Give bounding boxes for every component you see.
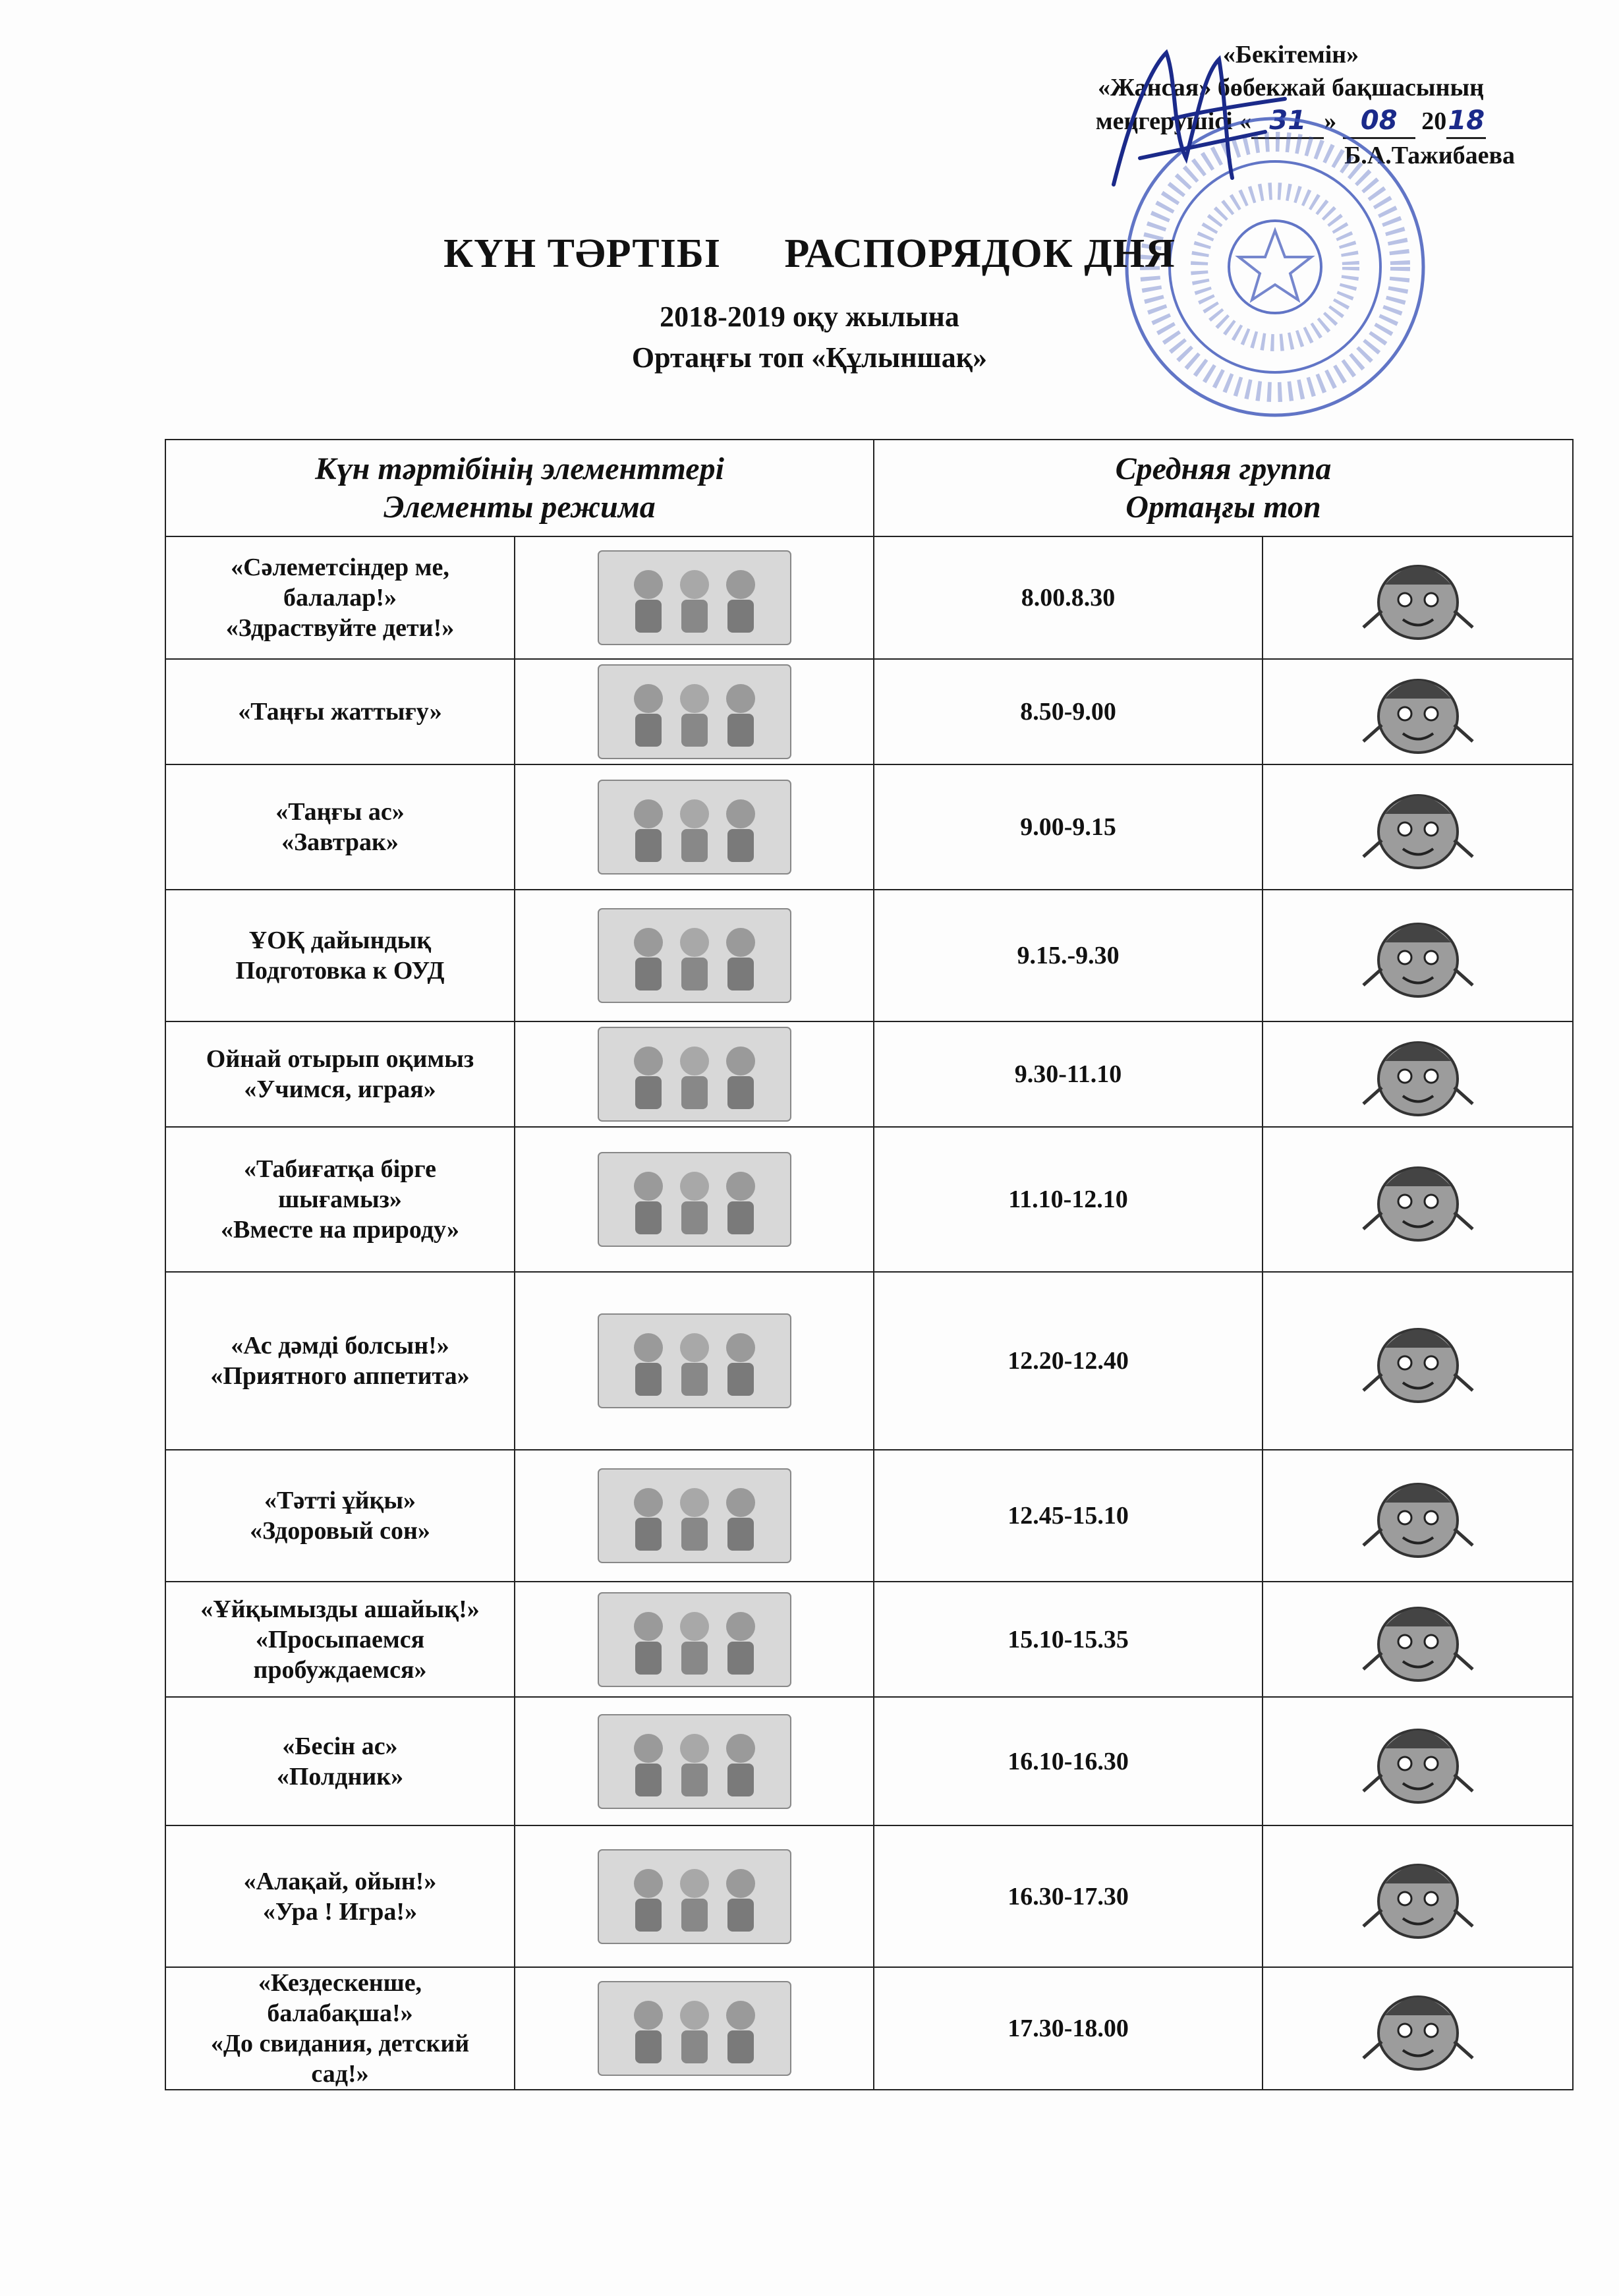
mascot-cell [1263,659,1573,764]
kolobok-sleeping-icon [1355,1466,1481,1565]
illustration-cell [515,1450,874,1582]
playground-icon [596,1150,793,1249]
element-name-line: ҰОҚ дайындық [248,927,432,954]
mascot-cell [1263,764,1573,890]
alarm-clock-icon [1355,548,1481,647]
kolobok-waking-icon [1355,1590,1481,1689]
element-name-line: «Таңғы жаттығу» [238,698,442,726]
element-name-line: «Здраствуйте дети!» [225,614,455,642]
header-group-ru: Средняя группа [1115,451,1332,486]
children-eating-icon [596,1311,793,1410]
approval-prefix: меңгерушісі « [1095,107,1252,135]
mascot-cell [1263,536,1573,659]
element-name-cell [165,764,515,890]
illustration-cell [515,1967,874,2090]
children-playing-icon [596,1847,793,1946]
approval-line-1: «Бекітемін» [1222,41,1359,69]
approval-year-suffix: 18 [1446,104,1486,139]
approval-name: Б.А.Тажибаева [1344,142,1515,169]
time-cell: 12.45-15.10 [874,1450,1263,1582]
illustration-cell [515,1021,874,1127]
approval-mid: » [1324,107,1337,135]
mascot-cell [1263,1127,1573,1272]
table-row [165,659,1573,764]
children-at-desk-with-clock-icon [596,548,793,647]
mascot-cell [1263,1825,1573,1967]
page-subtitle [0,297,1619,378]
element-name-line: «Здоровый сон» [250,1517,430,1545]
children-at-breakfast-icon [596,778,793,876]
table-row [165,764,1573,890]
page-title [0,231,1619,277]
group-name: Ортаңғы топ «Құлыншақ» [631,341,988,374]
approval-day: 31 [1251,104,1324,139]
children-snack-icon [596,1712,793,1811]
element-name-cell [165,1697,515,1825]
element-name-cell [165,1021,515,1127]
element-name-cell [165,890,515,1021]
illustration-cell [515,1697,874,1825]
table-header-row [165,440,1573,536]
mascot-cell [1263,1021,1573,1127]
table-row [165,1967,1573,2090]
illustration-cell [515,890,874,1021]
time-cell: 16.30-17.30 [874,1825,1263,1967]
element-name-line: Подготовка к ОУД [235,957,445,985]
element-name-line: сад!» [311,2060,369,2088]
illustration-cell [515,764,874,890]
table-row [165,1127,1573,1272]
children-exercising-icon [596,662,793,761]
title-ru: РАСПОРЯДОК ДНЯ [784,231,1176,276]
time-cell: 12.20-12.40 [874,1272,1263,1450]
element-name-cell [165,1825,515,1967]
table-row [165,1272,1573,1450]
kolobok-waving-icon [1355,1979,1481,2078]
illustration-cell [515,1272,874,1450]
signature-icon [1094,26,1305,224]
element-name-line: «Таңғы ас» [275,798,405,826]
schedule-table [165,439,1574,2090]
element-name-line: балалар!» [283,584,397,612]
element-name-line: «Сәлеметсіндер ме, [231,554,449,581]
kolobok-with-book-icon [1355,1712,1481,1811]
kolobok-with-leaf-icon [1355,1150,1481,1249]
time-cell: 17.30-18.00 [874,1967,1263,2090]
mascot-cell [1263,1697,1573,1825]
element-name-line: «Кездескенше, [258,1969,422,1997]
time-cell: 9.15.-9.30 [874,890,1263,1021]
table-row [165,1582,1573,1697]
title-kk: КҮН ТӘРТІБІ [443,231,721,276]
time-cell: 9.30-11.10 [874,1021,1263,1127]
children-sleeping-icon [596,1466,793,1565]
element-name-cell [165,1582,515,1697]
approval-month: 08 [1343,104,1415,139]
mascot-cell [1263,890,1573,1021]
element-name-line: «Тәтті ұйқы» [264,1487,416,1514]
time-cell: 8.50-9.00 [874,659,1263,764]
element-name-line: «Учимся, играя» [244,1076,436,1103]
element-name-line: «Ура ! Игра!» [262,1897,418,1926]
time-cell: 9.00-9.15 [874,764,1263,890]
approval-line-2: «Жансая» бөбекжай бақшасының [1097,74,1485,101]
element-name-cell [165,1450,515,1582]
element-name-line: Ойнай отырып оқимыз [206,1045,474,1073]
clock-with-children-icon [1355,662,1481,761]
element-name-line: «Завтрак» [281,828,399,856]
kolobok-reading-icon [1355,1025,1481,1124]
table-row [165,536,1573,659]
illustration-cell [515,536,874,659]
table-row [165,1450,1573,1582]
element-name-line: «Ұйқымызды ашайық!» [200,1595,480,1623]
element-name-line: «Просыпаемся [255,1625,425,1653]
element-name-line: шығамыз» [278,1186,402,1213]
time-cell: 8.00.8.30 [874,536,1263,659]
header-group-kk: Ортаңғы топ [1125,489,1321,525]
element-name-line: балабақша!» [267,1999,413,2027]
time-cell: 16.10-16.30 [874,1697,1263,1825]
illustration-cell [515,659,874,764]
illustration-cell [515,1127,874,1272]
table-row [165,1021,1573,1127]
family-icon [596,1979,793,2078]
table-row [165,1825,1573,1967]
element-name-line: «Приятного аппетита» [210,1362,470,1390]
cook-icon [1355,778,1481,876]
element-name-cell [165,536,515,659]
header-group [874,440,1573,536]
kolobok-chef-icon [1355,1311,1481,1410]
table-row [165,1697,1573,1825]
element-name-line: «До свидания, детский [210,2030,470,2057]
kolobok-playing-icon [1355,1847,1481,1946]
children-with-books-icon [596,906,793,1005]
illustration-cell [515,1825,874,1967]
approval-year-prefix: 20 [1421,107,1447,135]
mascot-cell [1263,1450,1573,1582]
element-name-line: «Табиғатқа бірге [244,1155,436,1183]
illustration-cell [515,1582,874,1697]
children-waking-icon [596,1590,793,1689]
element-name-cell [165,1272,515,1450]
classroom-icon [596,1025,793,1124]
element-name-cell [165,659,515,764]
mascot-cell [1263,1272,1573,1450]
element-name-line: «Полдник» [276,1762,404,1791]
element-name-line: «Вместе на природу» [221,1216,459,1244]
header-elements-kk: Күн тәртібінің элементтері [315,451,724,486]
element-name-cell [165,1127,515,1272]
element-name-line: «Алақай, ойын!» [243,1867,437,1895]
header-elements [165,440,874,536]
element-name-line: «Бесін ас» [282,1732,398,1760]
element-name-cell [165,1967,515,2090]
mascot-cell [1263,1967,1573,2090]
mascot-cell [1263,1582,1573,1697]
time-cell: 15.10-15.35 [874,1582,1263,1697]
header-elements-ru: Элементы режима [383,489,656,525]
element-name-line: «Ас дәмді болсын!» [231,1332,449,1360]
table-row [165,890,1573,1021]
academic-year: 2018-2019 оқу жылына [660,301,959,333]
element-name-line: пробуждаемся» [253,1655,427,1684]
time-cell: 11.10-12.10 [874,1127,1263,1272]
pencils-icon [1355,906,1481,1005]
